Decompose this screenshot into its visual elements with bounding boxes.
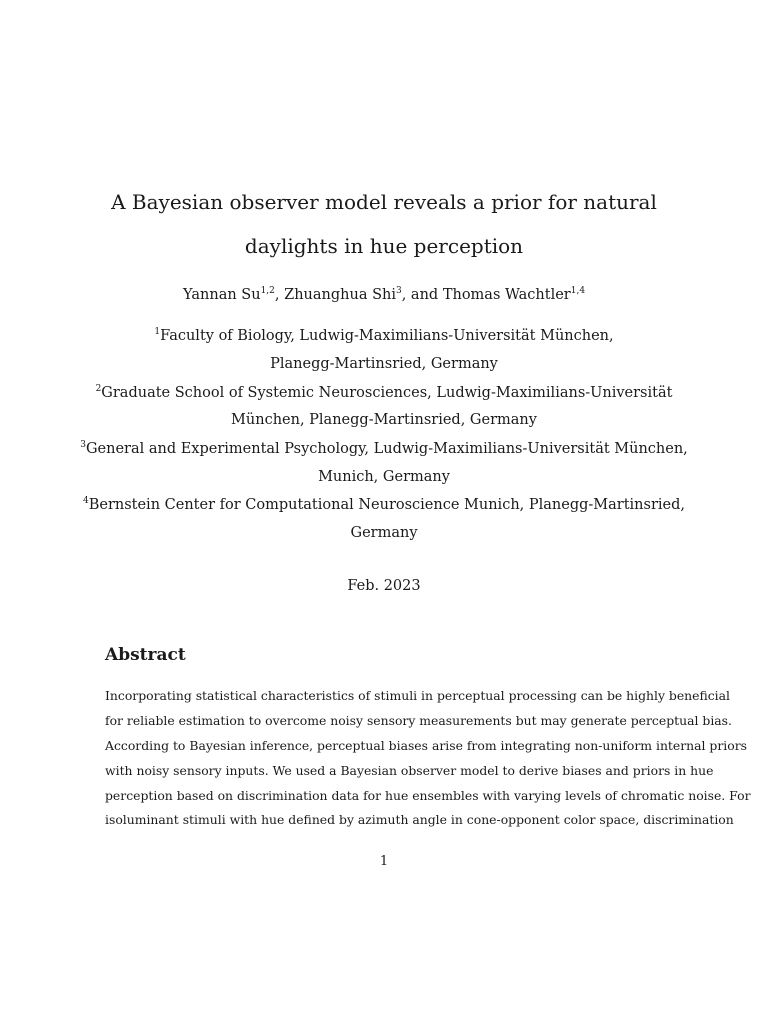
publication-date: Feb. 2023	[347, 578, 421, 594]
abstract-line: perception based on discrimination data for hue ensembles with varying levels of chromatic noise. For	[105, 788, 751, 803]
affiliation-2-continued: München, Planegg-Martinsried, Germany	[231, 412, 537, 428]
author-list	[80, 288, 688, 303]
affiliation-text: Bernstein Center for Computational Neuroscience Munich, Planegg-Martinsried,	[88, 497, 686, 513]
author-name: Zhuanghua Shi	[284, 287, 396, 303]
affiliation-text: Graduate School of Systemic Neurosciences, Ludwig-Maximilians-Universität	[101, 385, 673, 401]
author-separator: ,	[274, 287, 285, 303]
paper-title-line-2: daylights in hue perception	[244, 234, 524, 258]
affiliation-3	[60, 442, 708, 457]
affiliation-1-continued: Planegg-Martinsried, Germany	[270, 356, 498, 372]
abstract-line: Incorporating statistical characteristics of stimuli in perceptual processing can be highly beneficial	[105, 688, 730, 703]
author-name: Yannan Su	[182, 287, 261, 303]
author-affiliation-mark: 1,2	[260, 286, 275, 296]
abstract-line: with noisy sensory inputs. We used a Bayesian observer model to derive biases and priors in hue	[105, 763, 714, 778]
affiliation-mark: 1	[154, 327, 161, 337]
affiliation-2	[60, 386, 708, 401]
affiliation-4-continued: Germany	[350, 525, 418, 541]
affiliation-text: Faculty of Biology, Ludwig-Maximilians-Universität München,	[160, 328, 614, 344]
affiliation-3-continued: Munich, Germany	[318, 469, 450, 485]
author-affiliation-mark: 3	[395, 286, 402, 296]
author-separator: , and	[401, 287, 443, 303]
affiliation-mark: 2	[95, 384, 102, 394]
affiliation-text: General and Experimental Psychology, Ludwig-Maximilians-Universität München,	[85, 441, 688, 457]
author-name: Thomas Wachtler	[442, 287, 571, 303]
author-affiliation-mark: 1,4	[570, 286, 586, 296]
paper-title-line-1: A Bayesian observer model reveals a prior for natural	[111, 190, 657, 214]
abstract-line: for reliable estimation to overcome noisy sensory measurements but may generate perceptual bias.	[105, 713, 732, 728]
abstract-line: isoluminant stimuli with hue defined by azimuth angle in cone-opponent color space, discrimination	[105, 812, 734, 827]
affiliation-1	[60, 329, 708, 344]
page-number: 1	[379, 854, 389, 869]
affiliation-mark: 3	[80, 440, 86, 450]
abstract-heading: Abstract	[105, 645, 186, 665]
affiliation-4	[60, 498, 708, 513]
abstract-line: According to Bayesian inference, perceptual biases arise from integrating non-uniform internal priors	[105, 738, 747, 753]
affiliation-mark: 4	[82, 496, 89, 506]
